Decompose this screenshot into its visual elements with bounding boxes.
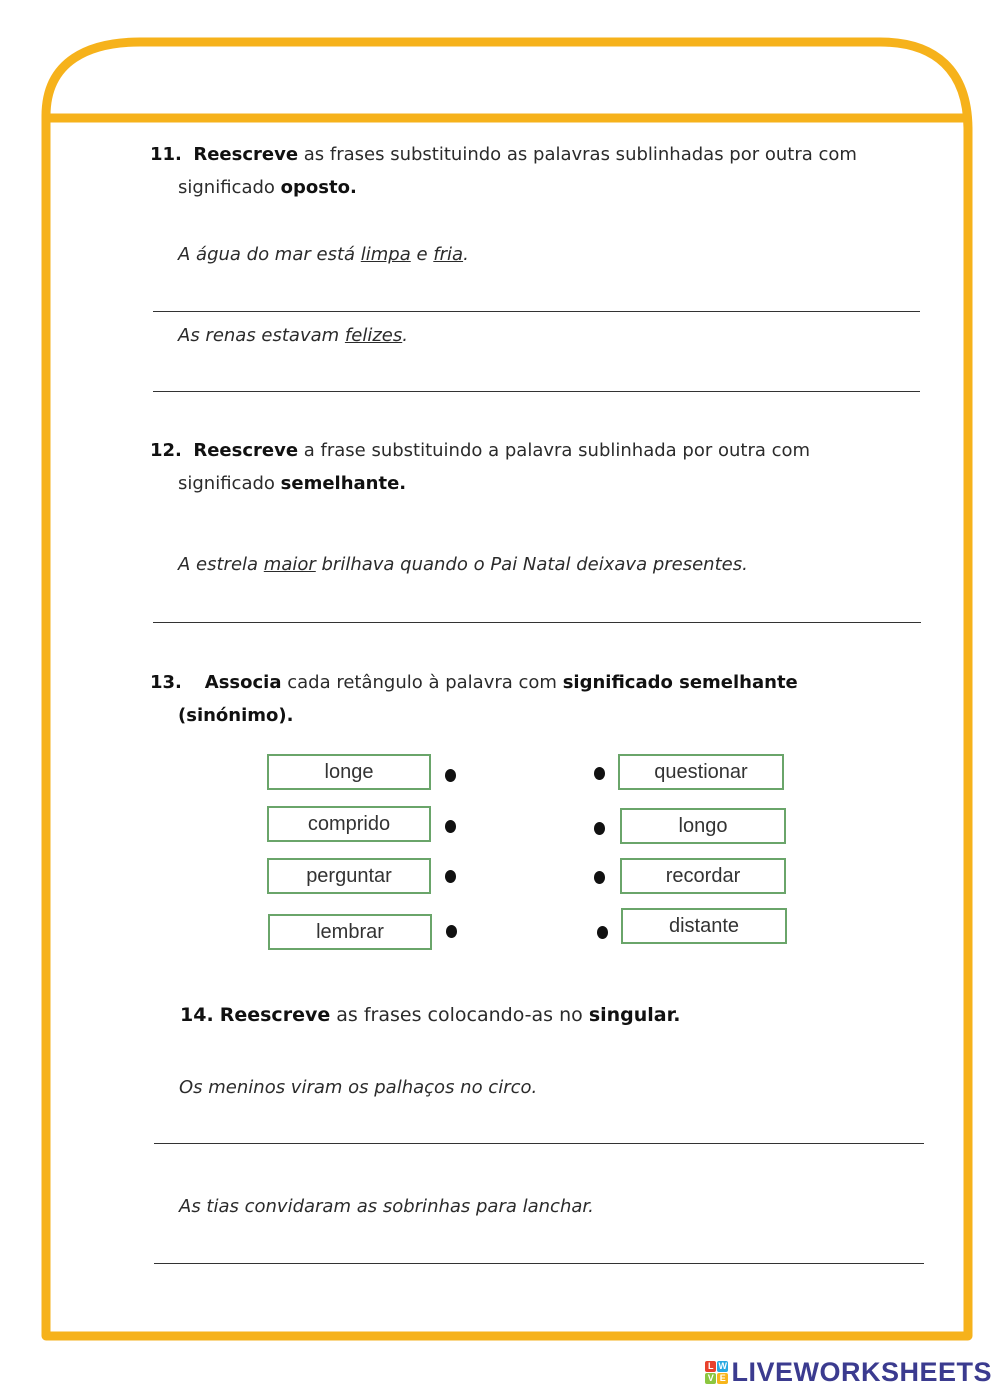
question-12-line1: 12. Reescreve a frase substituindo a palavra sublinhada por outra com xyxy=(150,440,811,461)
match-left-box[interactable]: longe xyxy=(267,754,431,790)
answer-line-q11-1[interactable] xyxy=(153,311,920,312)
answer-line-q11-2[interactable] xyxy=(153,391,920,392)
match-right-dot[interactable] xyxy=(594,871,605,884)
question-11-line1: 11. Reescreve as frases substituindo as palavras sublinhadas por outra com xyxy=(150,144,857,165)
match-right-box[interactable]: distante xyxy=(621,908,787,944)
match-left-box[interactable]: lembrar xyxy=(268,914,432,950)
answer-line-q14-2[interactable] xyxy=(154,1263,924,1264)
match-left-dot[interactable] xyxy=(445,820,456,833)
match-right-box[interactable]: recordar xyxy=(620,858,786,894)
match-right-box[interactable]: longo xyxy=(620,808,786,844)
q11-sentence-2: As renas estavam felizes. xyxy=(178,325,408,346)
match-right-box[interactable]: questionar xyxy=(618,754,784,790)
match-right-dot[interactable] xyxy=(597,926,608,939)
match-left-dot[interactable] xyxy=(446,925,457,938)
answer-line-q12-1[interactable] xyxy=(153,622,921,623)
question-13-line1: 13. Associa cada retângulo à palavra com significado semelhante xyxy=(150,672,798,693)
liveworksheets-logo xyxy=(705,1357,992,1388)
question-14: 14. Reescreve as frases colocando-as no singular. xyxy=(180,1004,681,1026)
q14-sentence-2: As tias convidaram as sobrinhas para lanchar. xyxy=(179,1196,594,1217)
match-left-dot[interactable] xyxy=(445,870,456,883)
liveworksheets-logo-icon: L W V E xyxy=(705,1361,728,1384)
question-11-line2: significado oposto. xyxy=(178,177,357,198)
q11-sentence-1: A água do mar está limpa e fria. xyxy=(178,244,469,265)
answer-line-q14-1[interactable] xyxy=(154,1143,924,1144)
match-right-dot[interactable] xyxy=(594,767,605,780)
q14-sentence-1: Os meninos viram os palhaços no circo. xyxy=(179,1077,538,1098)
question-13-line2: (sinónimo). xyxy=(178,705,294,726)
brand-name: LIVEWORKSHEETS xyxy=(731,1357,992,1387)
question-12-line2: significado semelhante. xyxy=(178,473,407,494)
match-right-dot[interactable] xyxy=(594,822,605,835)
match-left-dot[interactable] xyxy=(445,769,456,782)
match-left-box[interactable]: comprido xyxy=(267,806,431,842)
q12-sentence-1: A estrela maior brilhava quando o Pai Natal deixava presentes. xyxy=(178,554,748,575)
match-left-box[interactable]: perguntar xyxy=(267,858,431,894)
